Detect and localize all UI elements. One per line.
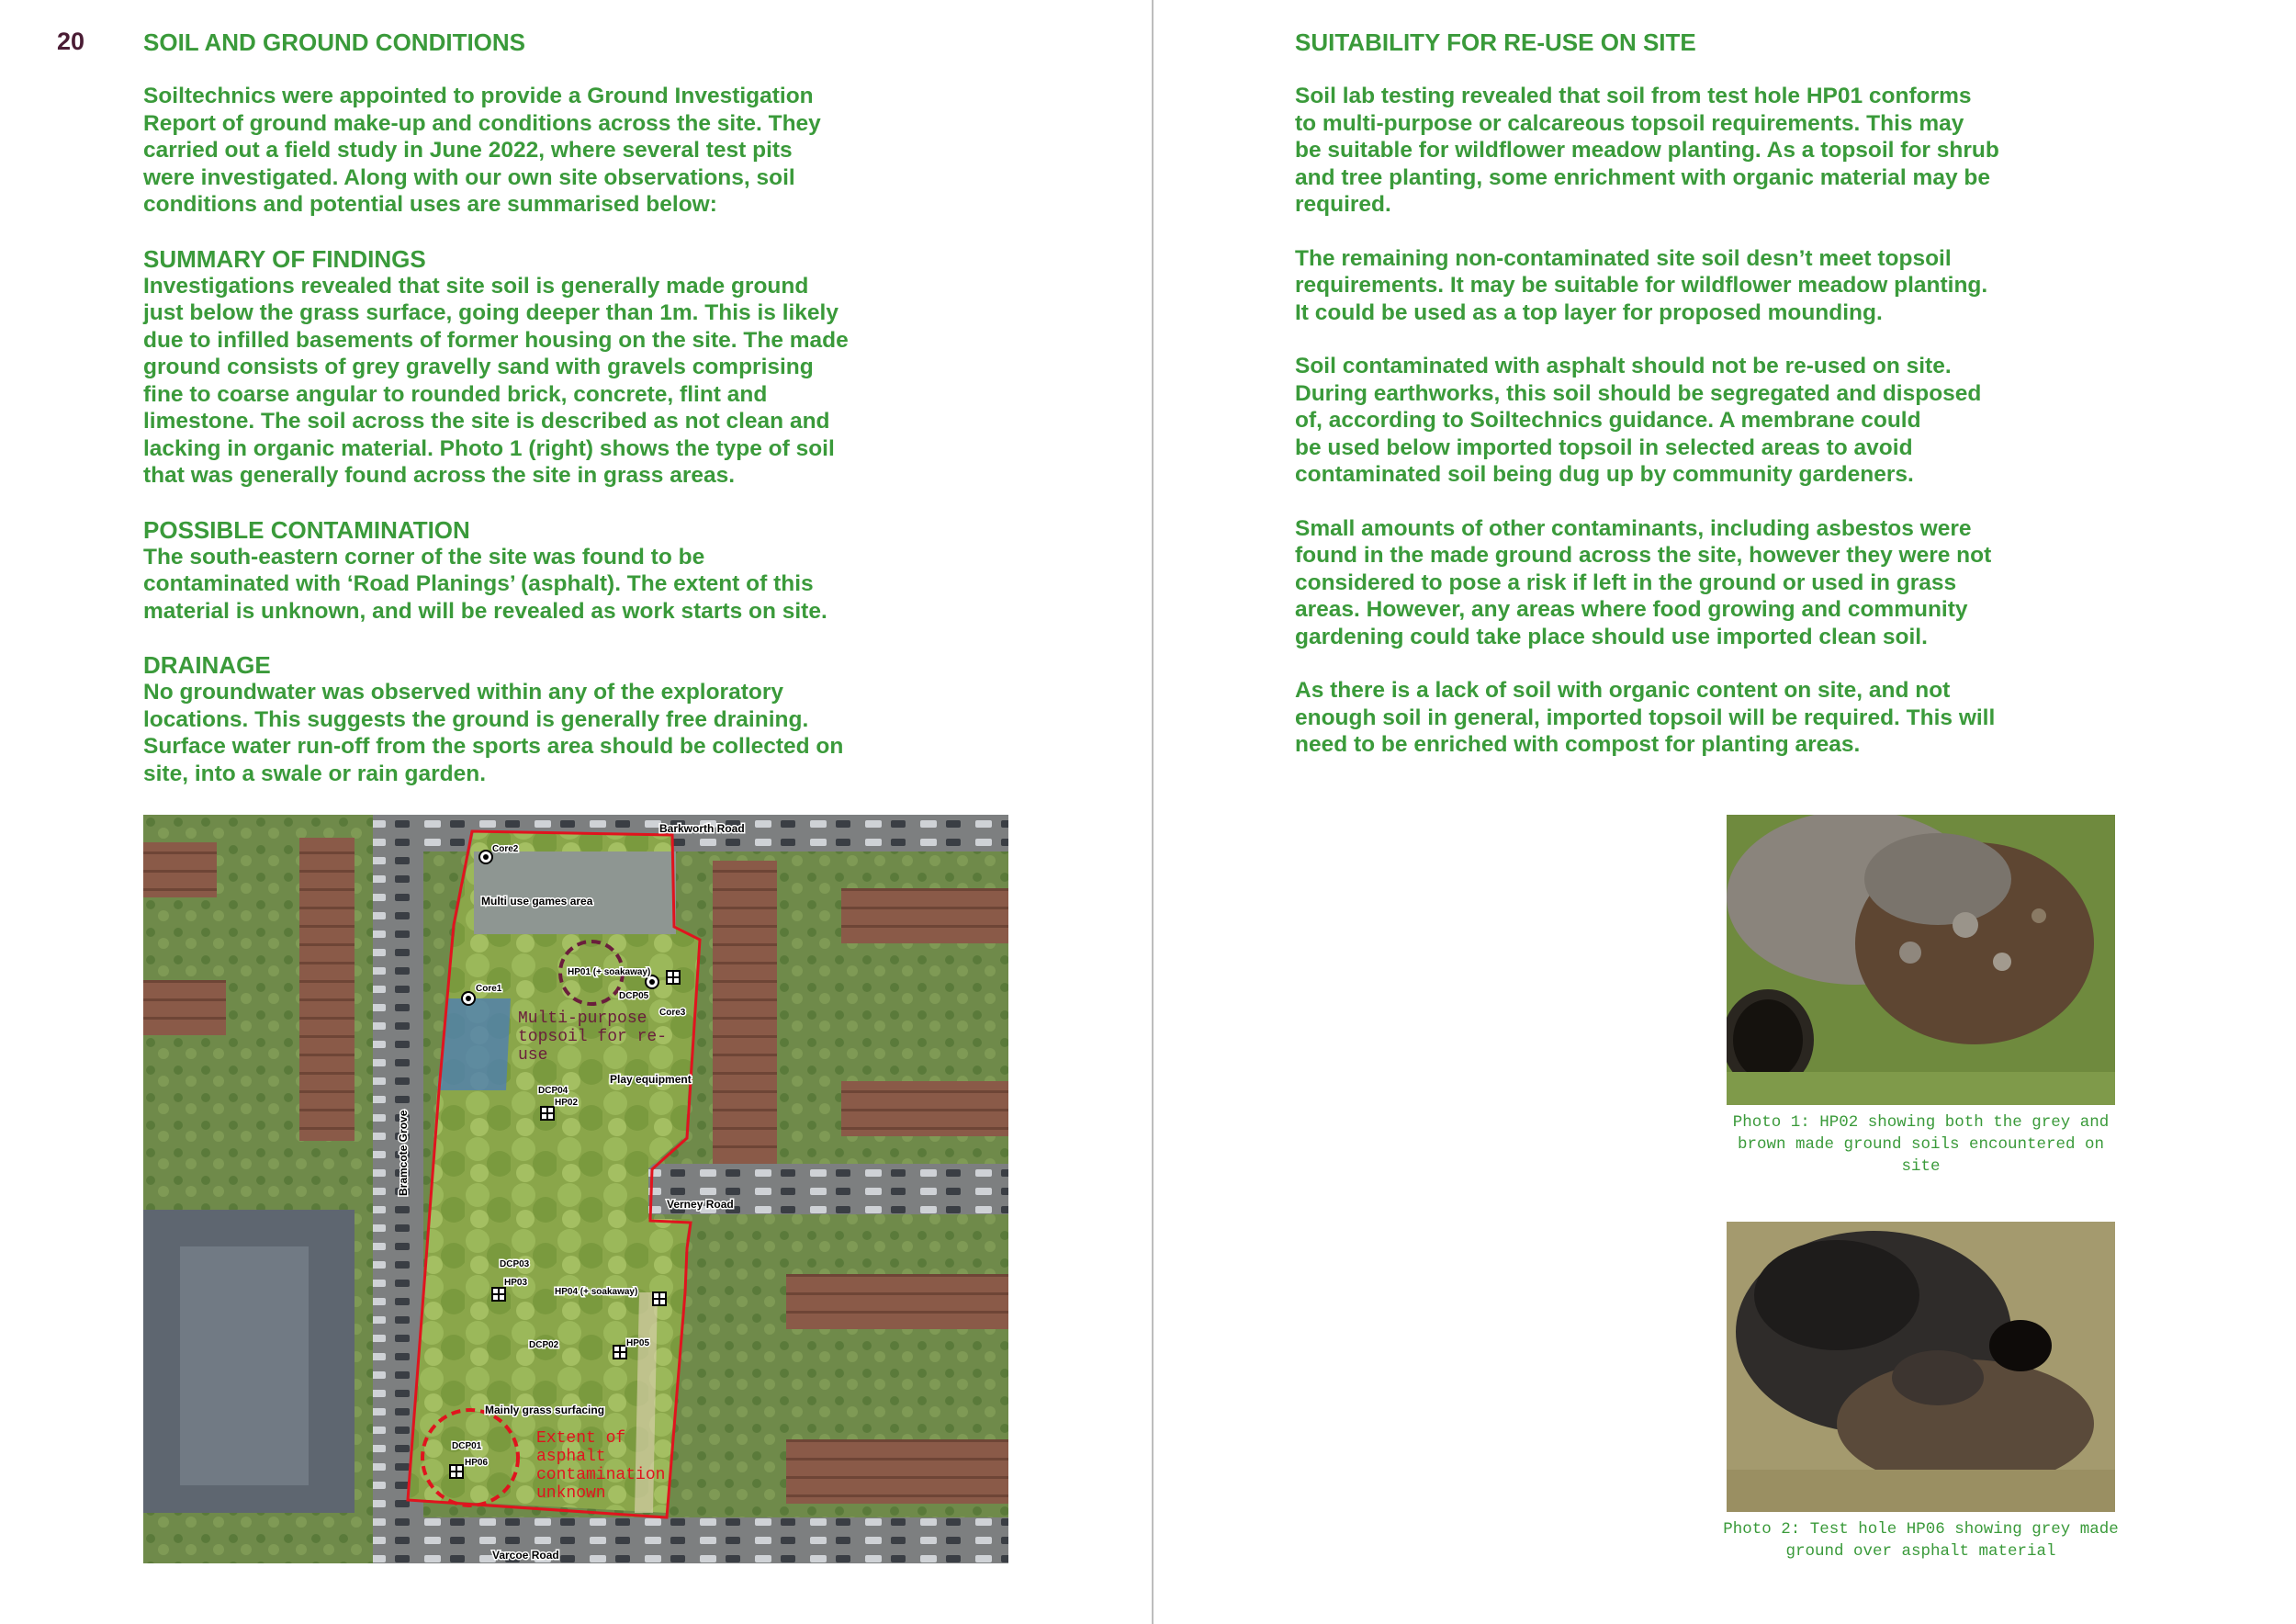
right-para-line: The remaining non-contaminated site soil desn’t meet topsoil	[1295, 245, 1952, 271]
left-column	[143, 28, 896, 787]
road-label-verney: Verney Road	[667, 1198, 734, 1211]
map-road	[382, 1517, 1008, 1563]
hp-marker	[613, 1346, 626, 1359]
map-label-dcp05: DCP05	[619, 991, 649, 1001]
right-para-line: required.	[1295, 192, 1391, 217]
road-label-barkworth: Barkworth Road	[659, 822, 745, 835]
map-label-mug: Multi use games area	[481, 895, 593, 908]
asphalt-note-line: asphalt	[536, 1448, 606, 1466]
summary-line: fine to coarse angular to rounded brick, concrete, flint and	[143, 381, 768, 407]
page-number: 20	[57, 28, 85, 55]
right-para-line: be suitable for wildflower meadow planting. As a topsoil for shrub	[1295, 138, 1999, 163]
map-label-hp04: HP04 (+ soakaway)	[555, 1287, 638, 1297]
map-label-core3: Core3	[659, 1008, 686, 1018]
photo-2-hp06	[1727, 1222, 2115, 1512]
subheading-contamination: POSSIBLE CONTAMINATION	[143, 515, 470, 544]
drainage-line: Surface water run-off from the sports area should be collected on	[143, 734, 844, 759]
summary-line: that was generally found across the site in grass areas.	[143, 463, 736, 488]
map-label-dcp03: DCP03	[500, 1259, 530, 1269]
road-label-varcoe: Varcoe Road	[492, 1549, 559, 1562]
map-label-dcp04: DCP04	[538, 1086, 568, 1096]
map-housing	[841, 888, 1008, 943]
right-para-line: Soil lab testing revealed that soil from test hole HP01 conforms	[1295, 84, 1972, 108]
summary-line: ground consists of grey gravelly sand with gravels comprising	[143, 355, 814, 379]
map-label-core1: Core1	[476, 984, 502, 994]
caption-line: Photo 1: HP02 showing both the grey and	[1732, 1113, 2110, 1132]
caption-line: site	[1901, 1157, 1941, 1176]
hp-marker	[653, 1292, 666, 1305]
summary-line: Investigations revealed that site soil is generally made ground	[143, 273, 809, 299]
right-para-line: need to be enriched with compost for planting areas.	[1295, 732, 1861, 757]
map-label-hp06: HP06	[465, 1458, 489, 1468]
core-marker	[646, 976, 658, 988]
right-para-line: During earthworks, this soil should be segregated and disposed	[1295, 380, 1982, 406]
right-column	[1295, 28, 2048, 759]
right-para-line: areas. However, any areas where food growing and community	[1295, 597, 1968, 622]
map-label-grass: Mainly grass surfacing	[485, 1404, 605, 1416]
right-para-line: As there is a lack of soil with organic content on site, and not	[1295, 678, 1951, 703]
intro-line: carried out a field study in June 2022, where several test pits	[143, 138, 793, 163]
map-label-hp02: HP02	[555, 1098, 579, 1108]
hp-marker	[450, 1465, 463, 1478]
contamination-line: The south-eastern corner of the site was found to be	[143, 544, 705, 570]
drainage-line: No groundwater was observed within any of the exploratory	[143, 680, 784, 705]
map-label-play: Play equipment	[610, 1073, 692, 1086]
hp-marker	[492, 1288, 505, 1301]
map-label-core2: Core2	[492, 844, 519, 854]
right-para-line: enough soil in general, imported topsoil will be required. This will	[1295, 705, 1996, 730]
subheading-drainage: DRAINAGE	[143, 651, 271, 679]
summary-line: due to infilled basements of former housing on the site. The made	[143, 327, 849, 353]
map-housing	[299, 838, 355, 1141]
contamination-line: contaminated with ‘Road Planings’ (asphalt). The extent of this	[143, 571, 814, 596]
right-para-line: of, according to Soiltechnics guidance. A membrane could	[1295, 408, 1921, 433]
map-label-dcp02: DCP02	[529, 1340, 559, 1350]
map-label-hp01: HP01 (+ soakaway)	[568, 967, 651, 977]
right-para-line: requirements. It may be suitable for wildflower meadow planting.	[1295, 273, 1988, 298]
photo-2-caption	[1708, 1518, 2133, 1562]
map-housing	[841, 1081, 1008, 1136]
contamination-line: material is unknown, and will be revealed as work starts on site.	[143, 598, 827, 624]
topsoil-note-line: Multi-purpose	[518, 1009, 647, 1028]
map-housing	[143, 980, 226, 1035]
photo-1-caption	[1708, 1111, 2133, 1178]
drainage-line: locations. This suggests the ground is generally free draining.	[143, 706, 809, 732]
subheading-summary: SUMMARY OF FINDINGS	[143, 244, 426, 273]
right-para-line: Soil contaminated with asphalt should not be re-used on site.	[1295, 354, 1952, 378]
asphalt-note-line: contamination	[536, 1466, 666, 1484]
map-housing	[786, 1274, 1008, 1329]
caption-line: brown made ground soils encountered on	[1737, 1135, 2105, 1154]
summary-line: just below the grass surface, going deeper than 1m. This is likely	[143, 300, 838, 325]
right-para-line: gardening could take place should use imported clean soil.	[1295, 624, 1928, 649]
right-para-line: found in the made ground across the site, however they were not	[1295, 543, 1992, 568]
right-para-line: It could be used as a top layer for proposed mounding.	[1295, 299, 1883, 325]
asphalt-note-line: unknown	[536, 1484, 606, 1503]
section-heading-soil: SOIL AND GROUND CONDITIONS	[143, 28, 526, 56]
map-housing	[143, 842, 217, 897]
core-marker	[479, 851, 492, 863]
site-aerial-map	[143, 815, 1008, 1563]
topsoil-note-line: topsoil for re-	[518, 1028, 668, 1046]
page-spine	[1152, 0, 1154, 1624]
core-marker	[462, 992, 475, 1005]
right-para-line: considered to pose a risk if left in the ground or used in grass	[1295, 570, 1957, 595]
right-para-line: contaminated soil being dug up by community gardeners.	[1295, 462, 1914, 487]
road-label-bramcote: Bramcote Grove	[397, 1110, 410, 1196]
right-para-line: and tree planting, some enrichment with organic material may be	[1295, 164, 1990, 190]
intro-line: were investigated. Along with our own site observations, soil	[143, 164, 795, 190]
map-housing	[713, 861, 777, 1164]
right-para-line: be used below imported topsoil in selected areas to avoid	[1295, 434, 1913, 460]
games-area	[474, 851, 676, 934]
asphalt-note-line: Extent of	[536, 1429, 626, 1448]
intro-line: Report of ground make-up and conditions across the site. They	[143, 110, 821, 136]
map-label-hp05: HP05	[626, 1338, 650, 1348]
drainage-line: site, into a swale or rain garden.	[143, 761, 487, 786]
photo-1-hp02	[1727, 815, 2115, 1105]
caption-line: ground over asphalt material	[1785, 1542, 2056, 1561]
map-housing	[180, 1246, 309, 1485]
map-housing	[786, 1439, 1008, 1504]
play-area	[437, 998, 511, 1090]
map-label-hp03: HP03	[504, 1278, 528, 1288]
intro-line: Soiltechnics were appointed to provide a Ground Investigation	[143, 84, 814, 108]
map-label-dcp01: DCP01	[452, 1441, 482, 1451]
right-para-line: Small amounts of other contaminants, including asbestos were	[1295, 515, 1972, 541]
summary-line: lacking in organic material. Photo 1 (right) shows the type of soil	[143, 435, 835, 461]
right-para-line: to multi-purpose or calcareous topsoil requirements. This may	[1295, 110, 1964, 136]
caption-line: Photo 2: Test hole HP06 showing grey made	[1723, 1520, 2119, 1539]
hp-marker	[541, 1107, 554, 1120]
intro-line: conditions and potential uses are summarised below:	[143, 192, 717, 217]
hp-marker	[667, 971, 680, 984]
summary-line: limestone. The soil across the site is described as not clean and	[143, 409, 830, 434]
section-heading-suitability: SUITABILITY FOR RE-USE ON SITE	[1295, 28, 1696, 56]
topsoil-note-line: use	[518, 1046, 548, 1065]
